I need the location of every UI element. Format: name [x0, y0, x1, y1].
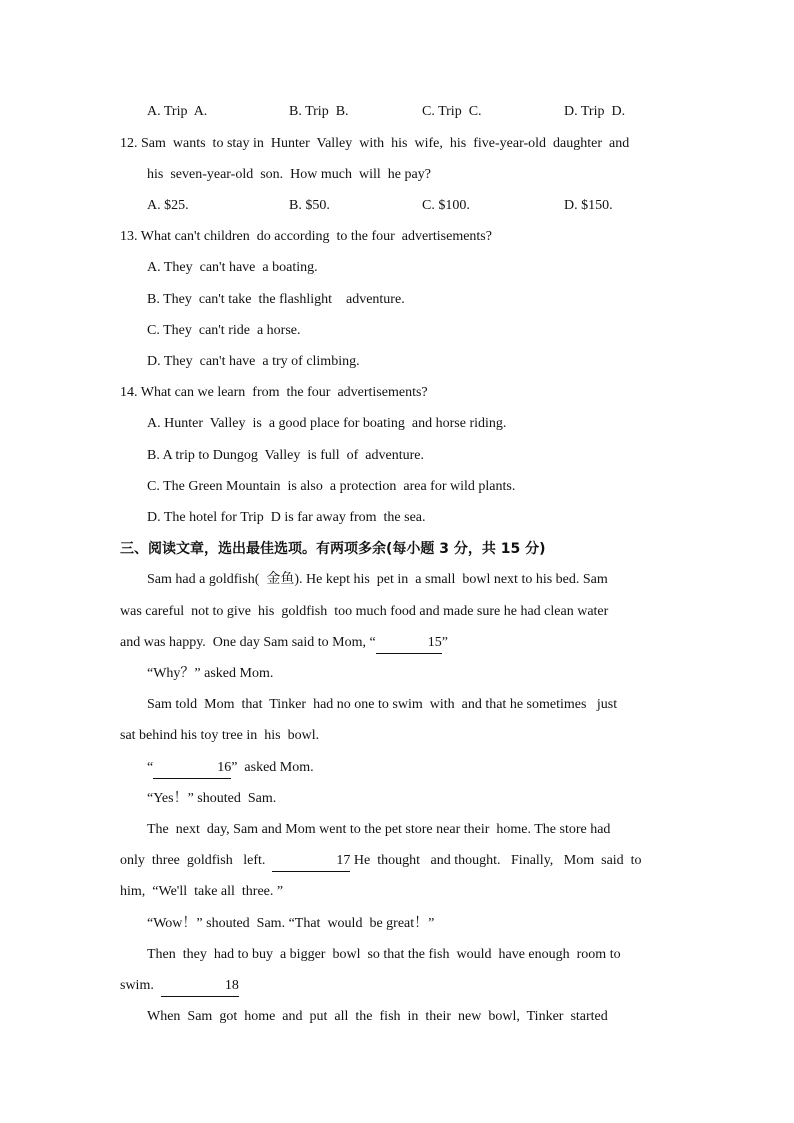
passage-p4	[147, 758, 794, 779]
q12-option-c: C. $100.	[422, 198, 470, 213]
q12-option-b: B. $50.	[289, 198, 330, 213]
passage-p1-line-3	[120, 633, 673, 654]
q14-option-c: C. The Green Mountain is also a protection area for wild plants.	[147, 479, 516, 494]
q13-option-a: A. They can't have a boating.	[147, 260, 318, 275]
q11-option-c: C. Trip C.	[422, 104, 482, 119]
q13-stem: 13. What can't children do according to the four advertisements?	[120, 229, 492, 244]
passage-p6-line-2-rest: He thought and thought. Finally, Mom said to	[350, 853, 642, 868]
passage-p1-line-2: was careful not to give his goldfish too much food and made sure he had clean water	[120, 604, 609, 619]
passage-p4-text: ” asked Mom.	[231, 760, 314, 775]
passage-p8-line-2	[120, 976, 673, 997]
passage-p1-line-3-text: and was happy. One day Sam said to Mom, “	[120, 635, 376, 650]
section-3-heading: 三、阅读文章，选出最佳选项。有两项多余(每小题 3 分，共 15 分)	[120, 541, 546, 557]
answer-blank-18[interactable]: 18	[161, 976, 239, 997]
passage-p6-line-3: him, “We'll take all three. ”	[120, 884, 284, 899]
passage-p6-line-2	[120, 851, 673, 872]
passage-p3-line-1: Sam told Mom that Tinker had no one to swim with and that he sometimes just	[147, 697, 618, 712]
passage-p8-line-1: Then they had to buy a bigger bowl so that the fish would have enough room to	[147, 947, 621, 962]
passage-p1-line-1: Sam had a goldfish( 金鱼). He kept his pet in a small bowl next to his bed. Sam	[147, 572, 608, 587]
q12-option-a: A. $25.	[147, 198, 189, 213]
passage-p1-line-3-close: ”	[441, 635, 448, 650]
q13-option-d: D. They can't have a try of climbing.	[147, 354, 360, 369]
passage-p8-line-2-text: swim.	[120, 978, 161, 993]
q13-option-b: B. They can't take the flashlight adventure.	[147, 292, 405, 307]
passage-p9-line-1: When Sam got home and put all the fish in their new bowl, Tinker started	[147, 1009, 608, 1024]
answer-blank-17[interactable]: 17	[272, 851, 350, 872]
passage-p7: “Wow！” shouted Sam. “That would be great！”	[147, 916, 435, 931]
q12-option-d: D. $150.	[564, 198, 613, 213]
passage-p5: “Yes！” shouted Sam.	[147, 791, 277, 806]
q14-option-d: D. The hotel for Trip D is far away from the sea.	[147, 510, 426, 525]
q12-stem-line-1: 12. Sam wants to stay in Hunter Valley with his wife, his five-year-old daughter and	[120, 136, 630, 151]
q13-option-c: C. They can't ride a horse.	[147, 323, 301, 338]
passage-p3-line-2: sat behind his toy tree in his bowl.	[120, 728, 320, 743]
passage-p6-line-2-text: only three goldfish left.	[120, 853, 273, 868]
q14-stem: 14. What can we learn from the four advertisements?	[120, 385, 428, 400]
q11-option-b: B. Trip B.	[289, 104, 349, 119]
q11-option-d: D. Trip D.	[564, 104, 626, 119]
passage-p6-line-1: The next day, Sam and Mom went to the pet store near their home. The store had	[147, 822, 611, 837]
q11-option-a: A. Trip A.	[147, 104, 208, 119]
q12-stem-line-2: his seven-year-old son. How much will he pay?	[147, 167, 431, 182]
passage-p4-open: “	[147, 760, 154, 775]
answer-blank-16[interactable]: 16	[153, 758, 231, 779]
q14-option-a: A. Hunter Valley is a good place for boating and horse riding.	[147, 416, 507, 431]
passage-p2: “Why？” asked Mom.	[147, 666, 274, 681]
q14-option-b: B. A trip to Dungog Valley is full of adventure.	[147, 448, 424, 463]
answer-blank-15[interactable]: 15	[376, 633, 442, 654]
